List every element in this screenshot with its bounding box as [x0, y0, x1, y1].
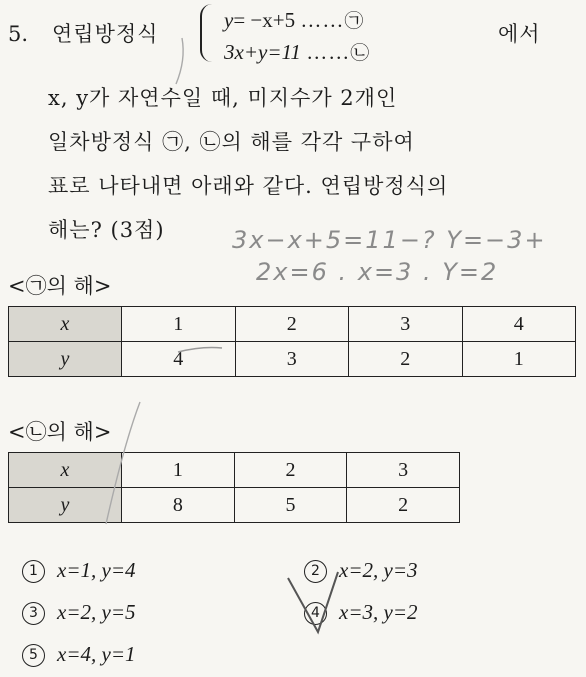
choice-3-text: x=2, y=5	[57, 600, 136, 624]
choice-5-text: x=4, y=1	[57, 642, 136, 666]
choice-5[interactable]	[22, 642, 135, 667]
choice-2[interactable]	[304, 558, 417, 583]
choice-4-number: 4	[304, 602, 327, 625]
equation-2: 3x+y=11 ……㉡	[224, 40, 370, 64]
equation-2-marker: ㉡	[350, 43, 370, 64]
choice-1[interactable]	[22, 558, 135, 583]
choice-2-number: 2	[304, 560, 327, 583]
choice-2-text: x=2, y=3	[339, 558, 418, 582]
equation-1-marker: ㉠	[344, 11, 364, 32]
question-line-2: x, y가 자연수일 때, 미지수가 2개인	[48, 86, 398, 110]
table-header-y: y	[9, 488, 122, 523]
equation-1: y= −x+5 ……㉠	[224, 8, 364, 32]
table-cell: 4	[122, 342, 236, 377]
system-brace	[200, 4, 216, 62]
table-row	[9, 307, 576, 342]
table-1-label: <㉠의 해>	[8, 274, 112, 298]
table-cell: 2	[349, 342, 463, 377]
table-header-x: x	[9, 307, 122, 342]
choice-5-number: 5	[22, 644, 45, 667]
question-stem-start: 연립방정식	[52, 22, 159, 46]
question-stem-end: 에서	[498, 22, 541, 46]
table-cell: 4	[462, 307, 576, 342]
table-row	[9, 342, 576, 377]
table-cell: 2	[234, 453, 347, 488]
equation-2-body: 3x+y=11	[224, 40, 301, 64]
equation-1-rhs: = −x+5	[233, 8, 296, 32]
table-cell: 2	[347, 488, 460, 523]
table-cell: 1	[122, 453, 235, 488]
table-cell: 5	[234, 488, 347, 523]
equation-1-lhs: y	[224, 8, 234, 32]
question-number: 5.	[8, 22, 29, 46]
choice-1-number: 1	[22, 560, 45, 583]
table-header-x: x	[9, 453, 122, 488]
table-cell: 3	[347, 453, 460, 488]
table-cell: 2	[235, 307, 349, 342]
table-row	[9, 453, 460, 488]
solution-table-2	[8, 452, 460, 523]
table-2-label: <㉡의 해>	[8, 420, 112, 444]
choice-3[interactable]	[22, 600, 135, 625]
choice-4[interactable]	[304, 600, 417, 625]
table-header-y: y	[9, 342, 122, 377]
choice-4-text: x=3, y=2	[339, 600, 418, 624]
table-row	[9, 488, 460, 523]
choice-3-number: 3	[22, 602, 45, 625]
table-cell: 1	[462, 342, 576, 377]
question-line-3: 일차방정식 ㉠, ㉡의 해를 각각 구하여	[48, 130, 415, 154]
question-line-5: 해는? (3점)	[48, 218, 165, 242]
choice-1-text: x=1, y=4	[57, 558, 136, 582]
table-cell: 1	[122, 307, 236, 342]
handwritten-work-line-1: 3x−x+5=11−? Y=−3+	[232, 226, 547, 254]
solution-table-1	[8, 306, 576, 377]
table-cell: 8	[122, 488, 235, 523]
table-cell: 3	[235, 342, 349, 377]
table-cell: 3	[349, 307, 463, 342]
question-line-4: 표로 나타내면 아래와 같다. 연립방정식의	[48, 174, 449, 198]
handwritten-work-line-2: 2x=6 . x=3 . Y=2	[256, 258, 499, 286]
